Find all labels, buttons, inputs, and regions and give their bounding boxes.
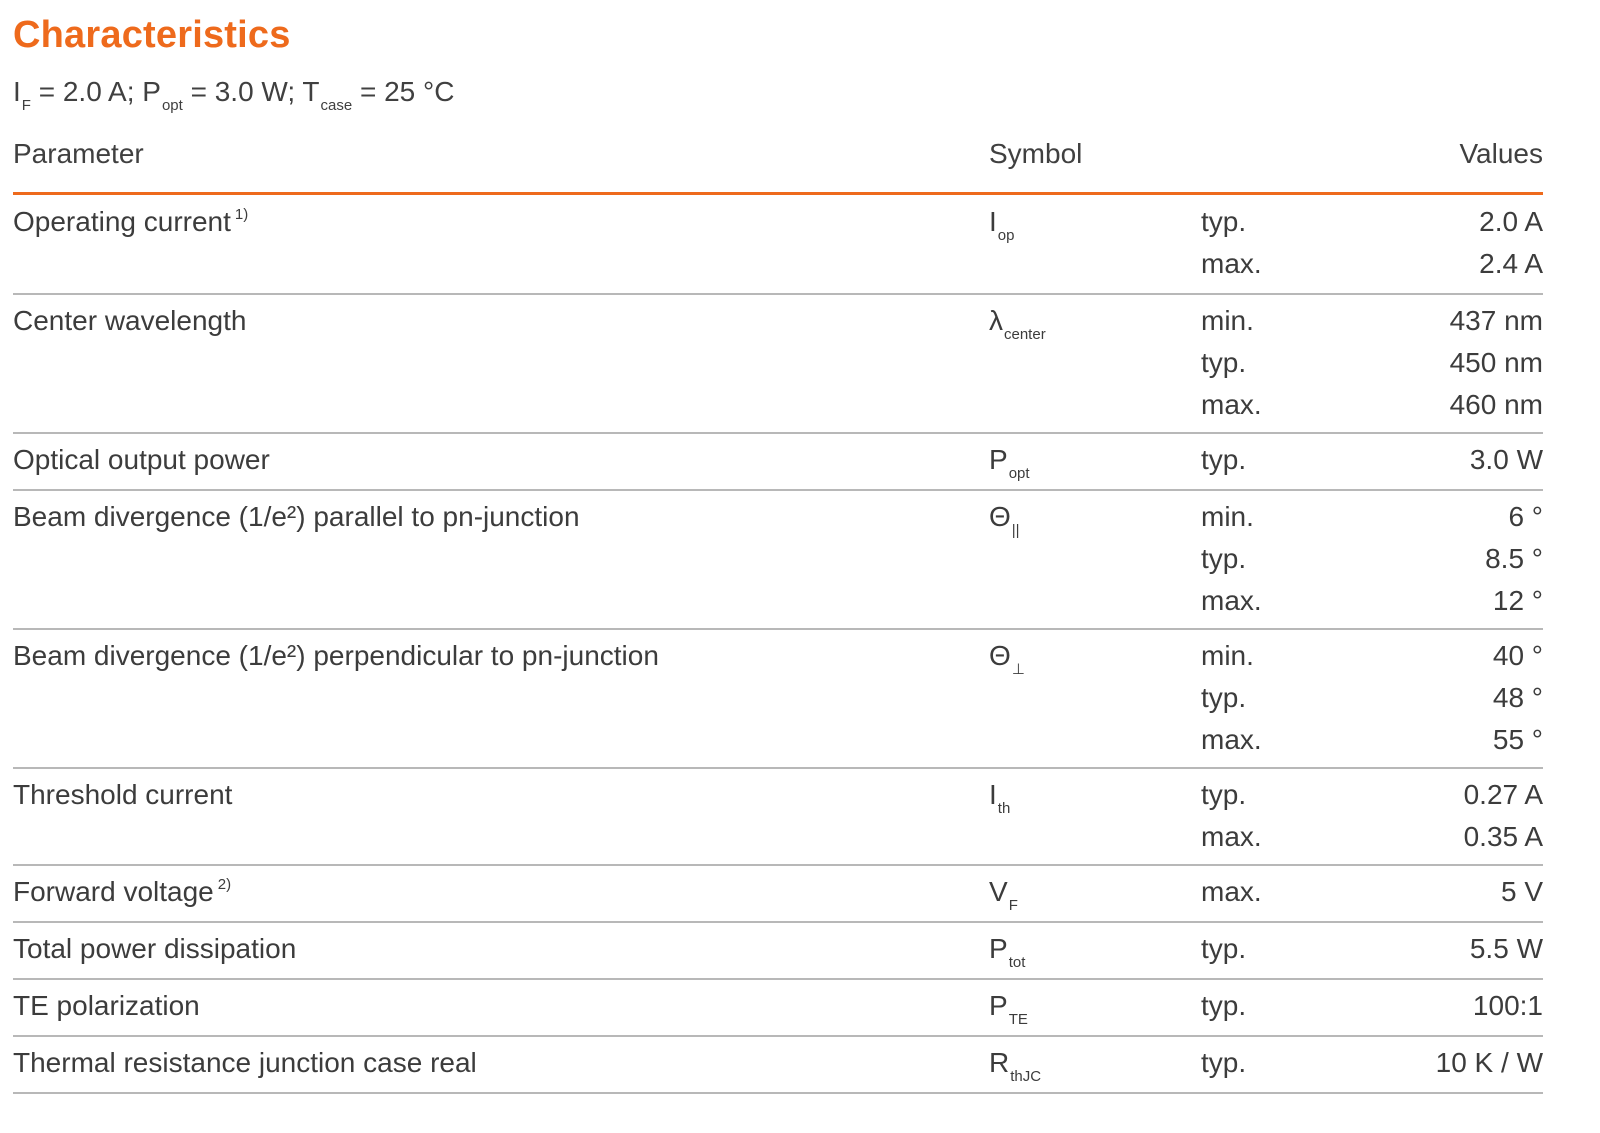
value-text: 437 nm [1449,305,1543,336]
qualifier-label: min. [1201,501,1254,532]
parameter-cell [13,779,232,811]
value-text: 6 ° [1508,501,1543,532]
symbol-cell [989,206,1015,244]
table-row [13,923,1543,980]
table-header [13,134,1543,198]
table-row [13,196,1543,295]
table-row [13,295,1543,434]
parameter-cell [13,501,580,533]
value-text: 0.35 A [1463,821,1543,852]
symbol-main: I [989,779,997,810]
header-values: Values [1459,138,1543,169]
parameter-cell [13,933,296,965]
qualifier-label: typ. [1201,444,1247,475]
parameter-name: Center wavelength [13,305,247,336]
value-line [1201,585,1543,627]
symbol-main: R [989,1047,1010,1078]
qualifier-label: max. [1201,248,1262,279]
value-line [1201,347,1543,389]
value-text: 450 nm [1449,347,1543,378]
symbol-main: V [989,876,1008,907]
symbol-subscript: || [1011,522,1020,539]
value-text: 12 ° [1492,585,1543,616]
condition-current-value: = 2.0 A; [30,76,143,107]
parameter-name: TE polarization [13,990,200,1021]
value-line [1201,248,1543,290]
page-title: Characteristics [13,14,291,56]
parameter-name: Optical output power [13,444,270,475]
value-line [1201,990,1543,1032]
parameter-name: Beam divergence (1/e²) parallel to pn-junction [13,501,580,532]
symbol-subscript: center [1004,326,1046,343]
symbol-subscript: TE [1008,1011,1028,1028]
values-cell [1201,779,1543,863]
value-line [1201,640,1543,682]
value-line [1201,305,1543,347]
parameter-name: Operating current [13,206,231,237]
value-text: 2.4 A [1479,248,1543,279]
qualifier-label: min. [1201,640,1254,671]
symbol-cell [989,305,1046,343]
symbol-subscript: tot [1008,954,1026,971]
symbol-cell [989,1047,1042,1085]
table-row [13,630,1543,769]
qualifier-label: max. [1201,876,1262,907]
values-cell [1201,640,1543,766]
footnote-marker: 1) [234,206,249,223]
value-text: 55 ° [1492,724,1543,755]
symbol-main: P [989,990,1008,1021]
value-line [1201,724,1543,766]
symbol-main: Θ [989,501,1011,532]
values-cell [1201,305,1543,431]
condition-power-value: = 3.0 W; [182,76,303,107]
header-symbol: Symbol [989,138,1083,169]
condition-current-subscript: F [21,97,31,114]
symbol-main: P [989,933,1008,964]
value-text: 40 ° [1492,640,1543,671]
value-text: 5.5 W [1469,933,1543,964]
qualifier-label: typ. [1201,347,1247,378]
value-text: 460 nm [1449,389,1543,420]
parameter-cell [13,305,246,337]
value-text: 0.27 A [1463,779,1543,810]
table-row [13,769,1543,866]
condition-current-symbol: I [13,76,21,107]
parameter-name: Thermal resistance junction case real [13,1047,477,1078]
parameter-name: Total power dissipation [13,933,297,964]
condition-temperature-symbol: T [302,76,320,107]
value-line [1201,779,1543,821]
symbol-subscript: th [997,800,1011,817]
table-row [13,434,1543,491]
symbol-main: λ [989,305,1003,336]
qualifier-label: max. [1201,585,1262,616]
value-line [1201,501,1543,543]
table-row [13,491,1543,630]
value-line [1201,543,1543,585]
parameter-name: Forward voltage [13,876,214,907]
qualifier-label: max. [1201,821,1262,852]
table-row [13,866,1543,923]
symbol-subscript: opt [1008,465,1030,482]
symbol-cell [989,933,1026,971]
test-conditions [13,76,455,114]
parameter-cell [13,444,270,476]
qualifier-label: typ. [1201,990,1247,1021]
parameter-cell [13,876,231,908]
symbol-subscript: thJC [1010,1068,1042,1085]
qualifier-label: typ. [1201,933,1247,964]
values-cell [1201,444,1543,486]
qualifier-label: typ. [1201,1047,1247,1078]
symbol-cell [989,444,1030,482]
value-text: 100:1 [1472,990,1543,1021]
qualifier-label: typ. [1201,779,1247,810]
parameter-cell [13,990,200,1022]
symbol-cell [989,876,1018,914]
value-line [1201,682,1543,724]
table-row [13,1037,1543,1094]
qualifier-label: typ. [1201,206,1247,237]
parameter-cell [13,1047,477,1079]
condition-temperature-subscript: case [320,97,353,114]
condition-power-subscript: opt [161,97,183,114]
value-line [1201,821,1543,863]
symbol-cell [989,779,1011,817]
value-text: 5 V [1500,876,1543,907]
symbol-main: P [989,444,1008,475]
values-cell [1201,1047,1543,1089]
value-text: 10 K / W [1435,1047,1543,1078]
values-cell [1201,501,1543,627]
symbol-subscript: F [1008,897,1018,914]
value-line [1201,1047,1543,1089]
parameter-cell [13,206,248,238]
symbol-subscript: ⊥ [1011,661,1025,678]
values-cell [1201,206,1543,290]
values-cell [1201,990,1543,1032]
value-line [1201,933,1543,975]
qualifier-label: typ. [1201,682,1247,713]
symbol-subscript: op [997,227,1015,244]
table-row [13,980,1543,1037]
characteristics-table [13,196,1543,1094]
qualifier-label: max. [1201,389,1262,420]
symbol-main: I [989,206,997,237]
values-cell [1201,876,1543,918]
value-line [1201,206,1543,248]
value-line [1201,444,1543,486]
value-text: 3.0 W [1469,444,1543,475]
symbol-cell [989,990,1028,1028]
parameter-name: Beam divergence (1/e²) perpendicular to pn-junction [13,640,659,671]
symbol-cell [989,501,1020,539]
qualifier-label: max. [1201,724,1262,755]
qualifier-label: typ. [1201,543,1247,574]
values-cell [1201,933,1543,975]
symbol-cell [989,640,1025,678]
parameter-name: Threshold current [13,779,233,810]
value-text: 2.0 A [1479,206,1543,237]
condition-temperature-value: = 25 °C [352,76,455,107]
value-line [1201,876,1543,918]
footnote-marker: 2) [217,876,232,893]
symbol-main: Θ [989,640,1011,671]
header-divider [13,192,1543,195]
condition-power-symbol: P [142,76,161,107]
header-parameter: Parameter [13,138,144,169]
value-text: 8.5 ° [1485,543,1543,574]
qualifier-label: min. [1201,305,1254,336]
value-text: 48 ° [1492,682,1543,713]
parameter-cell [13,640,659,672]
value-line [1201,389,1543,431]
